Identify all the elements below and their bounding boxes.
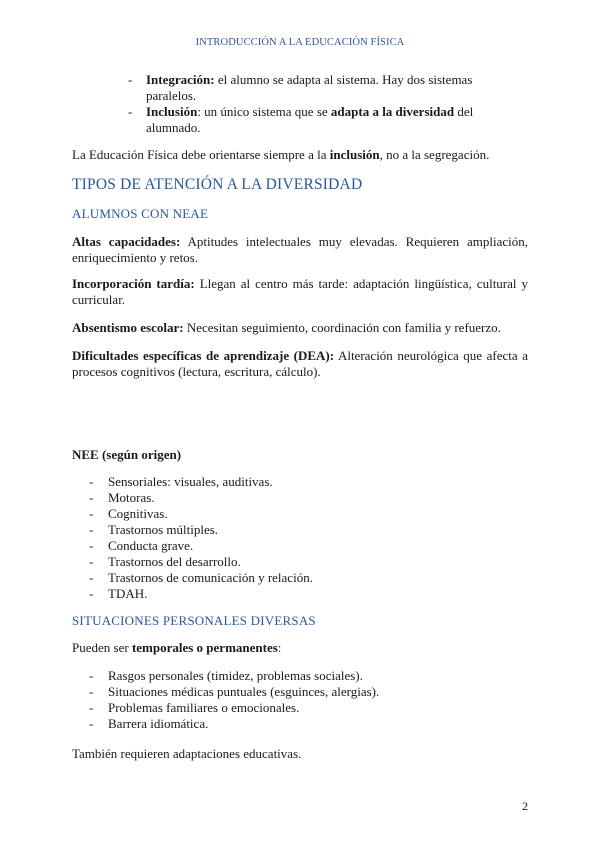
neae-item xyxy=(72,348,528,380)
list-item-text: Sensoriales: visuales, auditivas. xyxy=(108,474,273,489)
intro-text: La Educación Física debe orientarse siempre a la xyxy=(72,147,330,162)
list-item-text: TDAH. xyxy=(108,586,148,601)
list-dash: - xyxy=(89,586,94,601)
list-item xyxy=(72,684,532,700)
neae-term: Altas capacidades xyxy=(72,234,176,249)
situaciones-heading: SITUACIONES PERSONALES DIVERSAS xyxy=(72,613,316,628)
list-item-text: Trastornos múltiples. xyxy=(108,522,219,537)
list-item xyxy=(72,586,532,602)
list-dash: - xyxy=(89,684,94,699)
list-dash: - xyxy=(89,506,94,521)
list-item-text: Situaciones médicas puntuales (esguinces, alergias). xyxy=(108,684,380,699)
nee-heading: NEE (según origen) xyxy=(72,447,182,462)
running-header: INTRODUCCIÓN A LA EDUCACIÓN FÍSICA xyxy=(195,37,405,48)
list-item xyxy=(72,490,532,506)
neae-item xyxy=(72,234,528,266)
situaciones-intro xyxy=(72,640,532,656)
list-item xyxy=(72,570,532,586)
list-item xyxy=(72,474,532,490)
page-number: 2 xyxy=(522,799,528,813)
situaciones-list xyxy=(72,668,532,732)
nee-list xyxy=(72,474,532,602)
neae-desc: Llegan al centro más tarde: adaptación lingüística, cultural y curricular. xyxy=(72,276,528,307)
list-item-text: del alumnado. xyxy=(146,104,474,135)
list-dash: - xyxy=(89,538,94,553)
list-item-text: Trastornos de comunicación y relación. xyxy=(108,570,313,585)
list-item-text: Trastornos del desarrollo. xyxy=(108,554,241,569)
list-dash: - xyxy=(89,554,94,569)
list-dash: - xyxy=(89,668,94,683)
list-item-label: Integración: xyxy=(146,72,215,87)
list-item-text: Barrera idiomática. xyxy=(108,716,209,731)
list-item xyxy=(146,104,518,136)
list-item-text: Cognitivas. xyxy=(108,506,168,521)
list-dash: - xyxy=(89,570,94,585)
list-item-text: : un único sistema que se xyxy=(197,104,331,119)
list-dash: - xyxy=(89,474,94,489)
list-item-emphasis: adapta a la diversidad xyxy=(330,104,455,119)
list-item xyxy=(72,700,532,716)
neae-heading: ALUMNOS CON NEAE xyxy=(72,206,209,221)
list-item-text: Problemas familiares o emocionales. xyxy=(108,700,300,715)
list-item xyxy=(72,668,532,684)
neae-desc: Necesitan seguimiento, coordinación con familia y refuerzo. xyxy=(183,320,501,335)
neae-sep: : xyxy=(175,234,181,249)
neae-sep: : xyxy=(179,320,184,335)
neae-item xyxy=(72,320,532,336)
list-item xyxy=(72,522,532,538)
section-title: TIPOS DE ATENCIÓN A LA DIVERSIDAD xyxy=(72,176,363,193)
neae-sep: : xyxy=(190,276,195,291)
list-item xyxy=(72,506,532,522)
neae-term: Dificultades específicas de aprendizaje (DEA): xyxy=(72,348,335,363)
list-item-text: Rasgos personales (timidez, problemas sociales). xyxy=(108,668,363,683)
intro-text: , no a la segregación. xyxy=(379,147,490,162)
list-item xyxy=(146,72,506,104)
list-item xyxy=(72,538,532,554)
list-item xyxy=(72,554,532,570)
neae-desc: Aptitudes intelectuales muy elevadas. Requieren ampliación, enriquecimiento y retos. xyxy=(72,234,528,265)
neae-desc: Alteración neurológica que afecta a procesos cognitivos (lectura, escritura, cálculo). xyxy=(72,348,528,379)
closing-paragraph: También requieren adaptaciones educativas. xyxy=(72,746,302,761)
list-dash: - xyxy=(89,490,94,505)
list-dash: - xyxy=(89,700,94,715)
list-item-text: el alumno se adapta al sistema. Hay dos sistemas paralelos. xyxy=(146,72,473,103)
intro-paragraph xyxy=(72,147,532,163)
list-item-text: Motoras. xyxy=(108,490,155,505)
list-item-text: Conducta grave. xyxy=(108,538,194,553)
intro-text: Pueden ser xyxy=(72,640,132,655)
list-item xyxy=(72,716,532,732)
intro-emphasis: inclusión xyxy=(329,147,380,162)
intro-text: : xyxy=(277,640,282,655)
neae-term: Absentismo escolar xyxy=(72,320,180,335)
list-dash: - xyxy=(128,72,133,87)
list-item-label: Inclusión xyxy=(146,104,198,119)
intro-emphasis: temporales o permanentes xyxy=(131,640,278,655)
list-dash: - xyxy=(128,104,133,119)
neae-item xyxy=(72,276,528,308)
list-dash: - xyxy=(89,716,94,731)
neae-term: Incorporación tardía xyxy=(72,276,191,291)
list-dash: - xyxy=(89,522,94,537)
